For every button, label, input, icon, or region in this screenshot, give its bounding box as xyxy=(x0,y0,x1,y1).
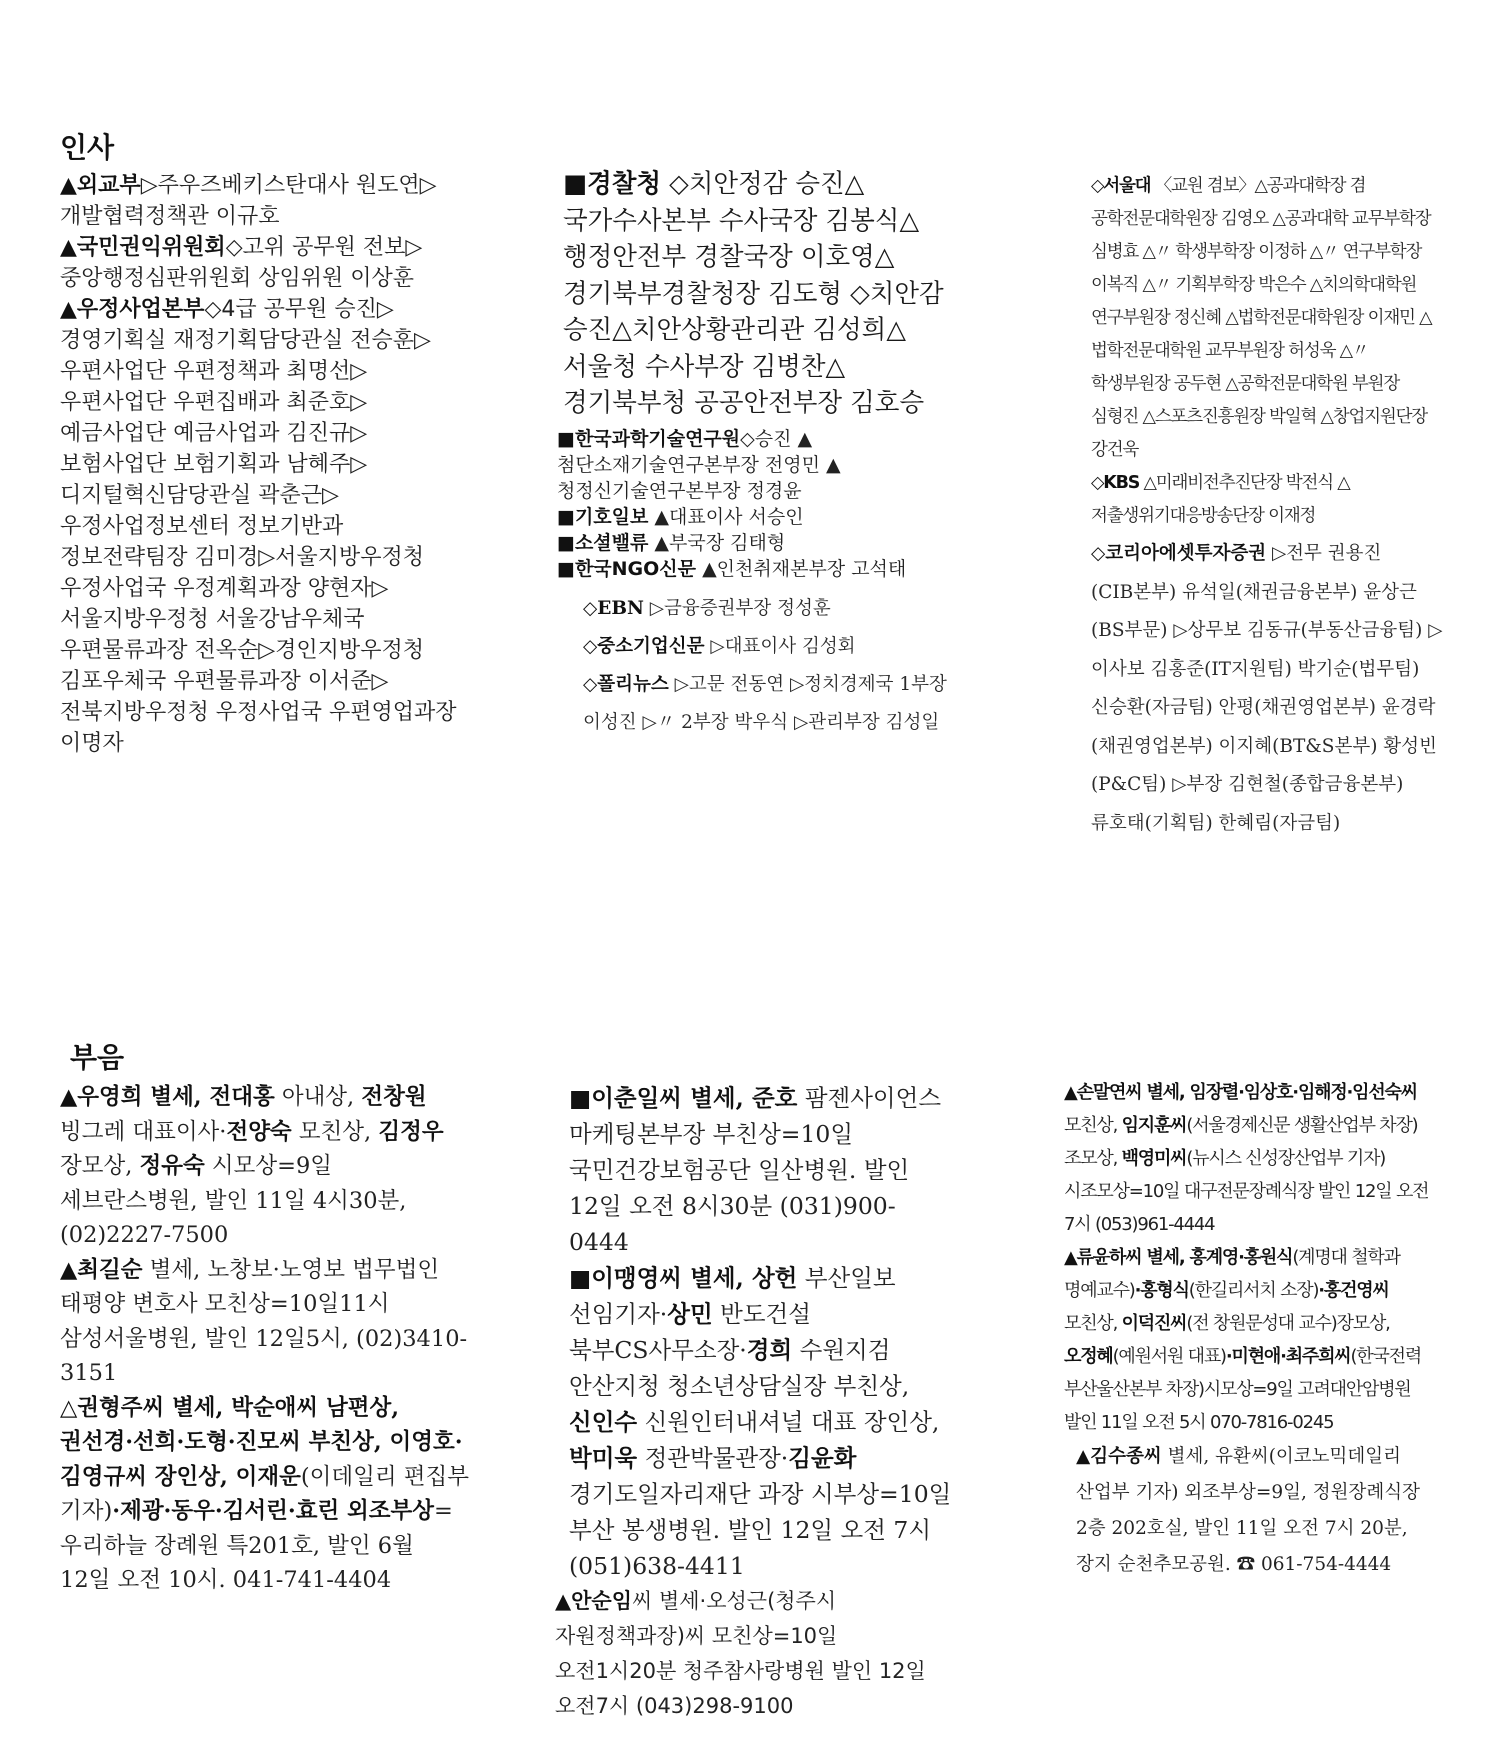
bueum-entry xyxy=(555,1080,955,1260)
section-title-bueum: 부음 xyxy=(70,1041,125,1074)
insa-entry xyxy=(1065,535,1450,843)
entry-text: ▲대표이사 서승인 xyxy=(648,505,804,528)
entry-text: (이데일리 편집부 기자) xyxy=(60,1463,469,1524)
family-name: 정유숙 xyxy=(139,1153,205,1179)
deceased-name: ▲손말연씨 별세, 임장렬·임상호·임해정·임선숙씨 xyxy=(1064,1082,1417,1103)
deceased-name: ▲김수종씨 xyxy=(1076,1446,1162,1467)
entry-text: 모친상, xyxy=(1064,1313,1122,1334)
entry-text: 모친상, xyxy=(291,1118,379,1145)
family-name: 백영미씨 xyxy=(1121,1148,1187,1169)
entry-text: = 우리하늘 장례원 특201호, 발인 6월 12일 오전 10시. 041-741-4404 xyxy=(60,1498,453,1593)
bueum-column-3 xyxy=(1050,1076,1440,1583)
section-title-insa: 인사 xyxy=(60,131,115,164)
entry-text: (한길리서치 소장) xyxy=(1188,1280,1319,1301)
deceased-name: ■이맹영씨 별세, 상헌 xyxy=(569,1264,798,1292)
entry-text: 정관박물관장· xyxy=(637,1444,789,1472)
bueum-entry xyxy=(1050,1439,1440,1583)
bueum-entry xyxy=(555,1584,955,1724)
insa-entry xyxy=(557,530,952,556)
family-name: 경희 xyxy=(746,1336,793,1364)
bueum-entry xyxy=(60,1080,470,1253)
org-name: ■기호일보 xyxy=(557,505,649,528)
insa-entry xyxy=(557,666,952,742)
entry-text: 모친상, xyxy=(1064,1115,1122,1136)
org-name: ◇EBN xyxy=(583,597,644,619)
family-name: 임지훈씨 xyxy=(1121,1115,1187,1136)
entry-text: 시모상=9일 세브란스병원, 발인 11일 4시30분, (02)2227-7500 xyxy=(60,1153,407,1248)
entry-text: 아내상, xyxy=(274,1084,362,1110)
deceased-name: ▲최길순 xyxy=(60,1256,143,1283)
org-name: ▲우정사업본부 xyxy=(60,297,205,322)
org-name: ▲국민권익위원회 xyxy=(60,235,226,260)
insa-entry xyxy=(557,426,952,504)
entry-text: 팜젠사이언스 마케팅본부장 부친상=10일 국민건강보험공단 일산병원. 발인 12일 오전 8시30분 (031)900-0444 xyxy=(569,1084,942,1256)
insa-entry xyxy=(557,628,952,666)
org-name: ■경찰청 xyxy=(563,169,661,199)
family-name: ·미현애·최주희씨 xyxy=(1225,1346,1351,1367)
entry-text: (계명대 철학과 명예교수) xyxy=(1064,1247,1400,1301)
entry-text: 별세, 노창보·노영보 법무법인 태평양 변호사 모친상=10일11시 삼성서울병원, 발인 12일5시, (02)3410-3151 xyxy=(60,1256,468,1386)
bueum-entry xyxy=(1050,1076,1440,1241)
entry-text: ▷고문 전동연 ▷정치경제국 1부장 이성진 ▷〃 2부장 박우식 ▷관리부장 김성일 xyxy=(583,673,947,733)
family-name: 신인수 xyxy=(569,1408,638,1436)
family-name: 이덕진씨 xyxy=(1121,1313,1187,1334)
entry-text: △미래비전추진단장 박전식 △저출생위기대응방송단장 이재정 xyxy=(1091,473,1350,526)
family-name: 전양숙 xyxy=(226,1118,292,1145)
family-name: ·홍형식 xyxy=(1134,1280,1189,1301)
entry-text: 빙그레 대표이사· xyxy=(60,1118,227,1145)
org-name: ◇서울대 xyxy=(1091,176,1151,196)
bueum-entry xyxy=(1050,1241,1440,1439)
insa-entry xyxy=(557,504,952,530)
family-name: ·홍건영씨 xyxy=(1318,1280,1389,1301)
entry-text: ▷금융증권부장 정성훈 xyxy=(643,597,831,619)
entry-text: 경기도일자리재단 과장 시부상=10일 부산 봉생병원. 발인 12일 오전 7시 (051)638-4411 xyxy=(569,1480,952,1580)
family-name: 전창원 xyxy=(361,1084,427,1110)
insa-column-2 xyxy=(557,166,952,742)
entry-text: ◇치안정감 승진△국가수사본부 수사국장 김봉식△행정안전부 경찰국장 이호영△경기북부경찰청장 김도형 ◇치안감 승진△치안상황관리관 김성희△서울청 수사부장 김병찬△경기북부청 공공안전부장 김호승 xyxy=(563,169,944,418)
insa-entry xyxy=(1065,467,1450,533)
family-name: 김윤화 xyxy=(788,1444,857,1472)
entry-text: ◇4급 공무원 승진▷경영기획실 재정기획담당관실 전승훈▷우편사업단 우편정책과 최명선▷우편사업단 우편집배과 최준호▷예금사업단 예금사업과 김진규▷보험사업단 보험기획과 남혜주▷디지털혁신담당관실 곽춘근▷우정사업정보센터 정보기반과 정보전략팀장 김미경▷서울지방우정청 우정사업국 우정계획과장 양현자▷서울지방우정청 서울강남우체국 우편물류과장 전옥순▷경인지방우정청 김포우체국 우편물류과장 이서준▷전북지방우정청 우정사업국 우편영업과장 이명자 xyxy=(60,297,457,756)
entry-text: 씨 별세·오성근(청주시 자원정책과장)씨 모친상=10일 오전1시20분 청주참사랑병원 발인 12일 오전7시 (043)298-9100 xyxy=(555,1589,926,1718)
entry-text: ▲인천취재본부장 고석태 xyxy=(696,557,907,580)
bueum-column-1 xyxy=(60,1080,470,1598)
insa-entry xyxy=(60,232,460,294)
bueum-entry xyxy=(555,1260,955,1584)
entry-text: ◇승진 ▲첨단소재기술연구본부장 전영민 ▲청정신기술연구본부장 정경윤 xyxy=(557,427,841,502)
insa-entry xyxy=(60,170,460,232)
entry-text: (전 창원문성대 교수)장모상, xyxy=(1186,1313,1390,1334)
org-name: ◇폴리뉴스 xyxy=(583,673,669,695)
entry-text: 수원지검 안산지청 청소년상담실장 부친상, xyxy=(569,1336,910,1400)
deceased-name: △권형주씨 별세, 박순애씨 남편상, 권선경·선희·도형·진모씨 부친상, 이영호·김영규씨 장인상, 이재운 xyxy=(60,1394,463,1490)
entry-text: (뉴시스 신성장산업부 기자) 시조모상=10일 대구전문장례식장 발인 12일 오전 7시 (053)961-4444 xyxy=(1064,1148,1429,1235)
insa-entry xyxy=(557,556,952,582)
insa-entry-police xyxy=(557,166,952,422)
org-name: ■한국NGO신문 xyxy=(557,557,697,580)
entry-text: (한국전력 부산울산본부 차장)시모상=9일 고려대안암병원 발인 11일 오전 5시 070-7816-0245 xyxy=(1064,1346,1422,1433)
family-name: 박미욱 xyxy=(569,1444,638,1472)
entry-text: (예원서원 대표) xyxy=(1112,1346,1226,1367)
entry-text: ◇고위 공무원 전보▷중앙행정심판위원회 상임위원 이상훈 xyxy=(60,235,423,291)
entry-text: ▷주우즈베키스탄대사 원도연▷개발협력정책관 이규호 xyxy=(60,173,437,229)
org-name: ■소셜밸류 xyxy=(557,531,649,554)
deceased-name: ■이춘일씨 별세, 준호 xyxy=(569,1084,798,1112)
deceased-name: ▲안순임 xyxy=(555,1589,633,1613)
org-name: ▲외교부 xyxy=(60,173,141,198)
family-name: 김정우 xyxy=(378,1118,444,1145)
entry-text: 〈교원 겸보〉△공과대학장 겸 공학전문대학원장 김영오 △공과대학 교무부학장 심병효 △〃 학생부학장 이정하 △〃 연구부학장 이복직 △〃 기획부학장 박은수 △치의학대학원 연구부원장 정신혜 △법학전문대학원장 이재민 △법학전문대학원 교무부원장 허성욱 △〃 학생부원장 공두현 △공학전문대학원 부원장 심형진 △스포츠진흥원장 박일혁 △창업지원단장 강건욱 xyxy=(1091,176,1432,460)
entry-text: 부산일보 선임기자· xyxy=(569,1264,896,1328)
org-name: ◇KBS xyxy=(1091,473,1140,493)
family-name: 오정혜 xyxy=(1064,1346,1113,1367)
entry-text: ▷전무 권용진(CIB본부) 유석일(채권금융본부) 윤상근(BS부문) ▷상무보 김동규(부동산금융팀) ▷이사보 김홍준(IT지원팀) 박기순(법무팀) 신승환(자금팀) 안평(채권영업본부) 윤경락(채권영업본부) 이지혜(BT&S본부) 황성빈(P&C팀) ▷부장 김현철(종합금융본부) 류호태(기획팀) 한혜림(자금팀) xyxy=(1091,543,1443,834)
bueum-entry xyxy=(60,1253,470,1391)
insa-entry xyxy=(557,590,952,628)
insa-column-3 xyxy=(1065,170,1450,843)
org-name: ◇코리아에셋투자증권 xyxy=(1091,543,1267,564)
deceased-name: ▲우영희 별세, 전대홍 xyxy=(60,1084,275,1110)
insa-entry xyxy=(1065,170,1450,467)
family-name: ·제광·동우·김서린·효린 외조부상 xyxy=(112,1498,434,1524)
insa-column-1 xyxy=(60,170,460,759)
family-name: 상민 xyxy=(667,1300,713,1328)
entry-text: ▲부국장 김태형 xyxy=(648,531,786,554)
entry-text: 신원인터내셔널 대표 장인상, xyxy=(637,1408,940,1436)
bueum-entry xyxy=(60,1391,470,1598)
entry-text: ▷대표이사 김성회 xyxy=(704,635,856,657)
entry-text: 별세, 유환씨(이코노믹데일리 산업부 기자) 외조부상=9일, 정원장례식장 2층 202호실, 발인 11일 오전 7시 20분, 장지 순천추모공원. ☎ 061-754-4444 xyxy=(1076,1446,1420,1575)
insa-entry xyxy=(60,294,460,759)
bueum-column-2 xyxy=(555,1080,955,1724)
entry-text: 반도건설 북부CS사무소장· xyxy=(569,1300,811,1364)
entry-text: 장모상, xyxy=(60,1153,140,1179)
deceased-name: ▲류윤하씨 별세, 홍계영·홍원식 xyxy=(1064,1247,1293,1268)
entry-text: (서울경제신문 생활산업부 차장)조모상, xyxy=(1064,1115,1418,1169)
org-name: ■한국과학기술연구원 xyxy=(557,427,741,450)
org-name: ◇중소기업신문 xyxy=(583,635,705,657)
